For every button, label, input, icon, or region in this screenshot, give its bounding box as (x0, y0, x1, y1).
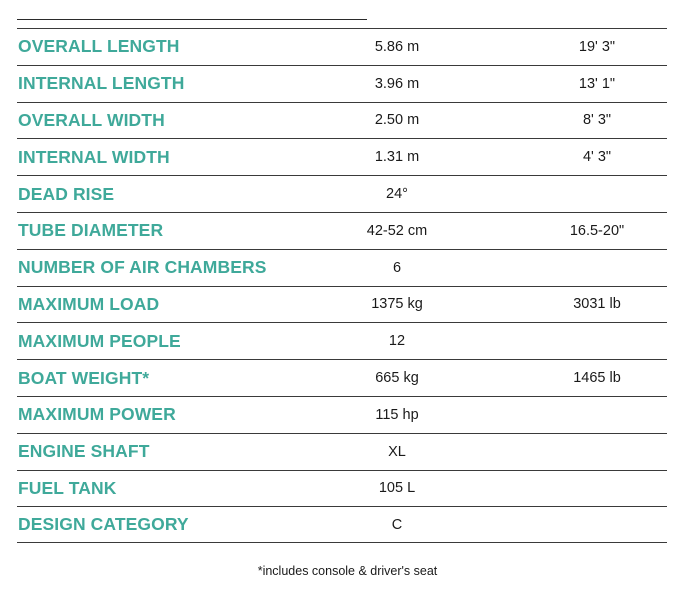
spec-label: INTERNAL LENGTH (18, 73, 185, 94)
footnote: *includes console & driver's seat (257, 564, 438, 578)
spec-label: MAXIMUM PEOPLE (18, 330, 181, 351)
spec-label: DESIGN CATEGORY (18, 514, 189, 535)
spec-row (17, 506, 667, 543)
spec-metric-value: 6 (392, 259, 402, 276)
spec-metric-value: 42-52 cm (366, 222, 428, 239)
spec-label: BOAT WEIGHT* (18, 367, 150, 388)
spec-imperial-value: 16.5-20" (569, 222, 625, 239)
spec-label: NUMBER OF AIR CHAMBERS (18, 257, 267, 278)
spec-imperial-value (547, 434, 647, 470)
spec-metric-value: 1.31 m (374, 149, 420, 166)
spec-metric-value: 3.96 m (374, 75, 420, 92)
spec-label: INTERNAL WIDTH (18, 146, 170, 167)
spec-metric-value: 2.50 m (374, 112, 420, 129)
spec-imperial-value: 19' 3" (578, 38, 616, 55)
spec-table (17, 28, 667, 543)
spec-row (17, 28, 667, 65)
spec-row (17, 396, 667, 433)
spec-metric-value: 12 (388, 333, 406, 350)
spec-label: TUBE DIAMETER (18, 220, 164, 241)
spec-metric-value: 24° (386, 186, 408, 203)
spec-label: ENGINE SHAFT (18, 441, 150, 462)
spec-imperial-value (547, 176, 647, 212)
spec-imperial-value (547, 471, 647, 507)
spec-row (17, 470, 667, 507)
spec-label: FUEL TANK (18, 477, 117, 498)
spec-row (17, 322, 667, 359)
spec-metric-value: 1375 kg (371, 296, 423, 313)
spec-label: MAXIMUM POWER (18, 404, 176, 425)
top-divider (17, 19, 367, 20)
spec-imperial-value: 1465 lb (573, 370, 621, 387)
spec-row (17, 65, 667, 102)
spec-metric-value: 665 kg (375, 370, 419, 387)
spec-imperial-value: 8' 3" (582, 112, 612, 129)
spec-imperial-value: 4' 3" (582, 149, 612, 166)
spec-row (17, 249, 667, 286)
spec-label: DEAD RISE (18, 183, 115, 204)
spec-row (17, 286, 667, 323)
spec-metric-value: 115 hp (375, 406, 419, 423)
spec-label: MAXIMUM LOAD (18, 293, 160, 314)
spec-row (17, 359, 667, 396)
spec-row (17, 175, 667, 212)
spec-metric-value: C (391, 516, 403, 533)
spec-imperial-value (547, 250, 647, 286)
spec-metric-value: 5.86 m (374, 38, 420, 55)
spec-row (17, 212, 667, 249)
spec-row (17, 102, 667, 139)
spec-imperial-value (547, 397, 647, 433)
spec-imperial-value (547, 507, 647, 542)
spec-imperial-value: 13' 1" (578, 75, 616, 92)
spec-imperial-value (547, 323, 647, 359)
spec-metric-value: XL (388, 443, 406, 460)
spec-metric-value: 105 L (378, 480, 416, 497)
spec-label: OVERALL LENGTH (18, 36, 180, 57)
spec-row (17, 433, 667, 470)
spec-label: OVERALL WIDTH (18, 109, 165, 130)
spec-row (17, 138, 667, 175)
spec-imperial-value: 3031 lb (573, 296, 621, 313)
